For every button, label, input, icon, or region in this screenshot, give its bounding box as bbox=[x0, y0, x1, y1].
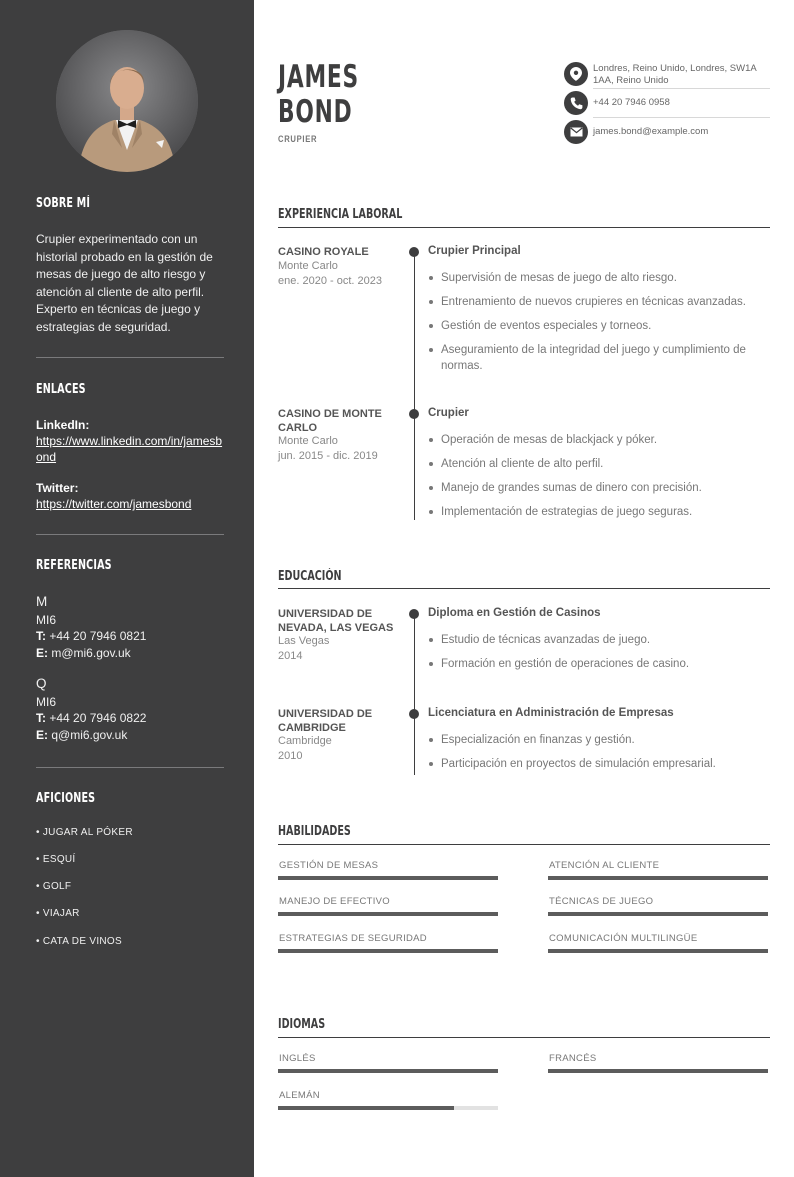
timeline-dot bbox=[409, 409, 419, 419]
skill-item bbox=[548, 896, 768, 916]
skill-bar bbox=[278, 912, 498, 916]
education-heading: EDUCACIÓN bbox=[278, 569, 342, 584]
timeline-line bbox=[414, 252, 415, 520]
reference-org: MI6 bbox=[36, 694, 57, 709]
divider bbox=[36, 534, 224, 535]
list-item: Estudio de técnicas avanzadas de juego. bbox=[428, 632, 764, 648]
link-linkedin bbox=[36, 417, 224, 465]
hobby-item: • JUGAR AL PÓKER bbox=[36, 827, 133, 838]
skill-item bbox=[278, 896, 498, 916]
study-list bbox=[428, 732, 764, 780]
list-item: Operación de mesas de blackjack y póker. bbox=[428, 432, 764, 448]
language-bar bbox=[548, 1069, 768, 1073]
duties-list bbox=[428, 270, 764, 382]
skill-label: TÉCNICAS DE JUEGO bbox=[549, 896, 654, 907]
skill-bar bbox=[548, 912, 768, 916]
employer-meta bbox=[278, 434, 398, 464]
list-item: Entrenamiento de nuevos crupieres en técnicas avanzadas. bbox=[428, 294, 764, 310]
link-label: LinkedIn: bbox=[36, 418, 90, 432]
address-text: Londres, Reino Unido, Londres, SW1A 1AA, Reino Unido bbox=[593, 63, 757, 86]
timeline-dot bbox=[409, 247, 419, 257]
employment-dates: jun. 2015 - dic. 2019 bbox=[278, 450, 378, 462]
skill-level bbox=[278, 949, 498, 953]
employment-dates: ene. 2020 - oct. 2023 bbox=[278, 275, 382, 287]
hobby-item: • VIAJAR bbox=[36, 908, 80, 919]
skill-label: COMUNICACIÓN MULTILINGÜE bbox=[549, 933, 698, 944]
language-bar bbox=[278, 1069, 498, 1073]
hobby-item: • CATA DE VINOS bbox=[36, 936, 122, 947]
list-item: Formación en gestión de operaciones de casino. bbox=[428, 656, 764, 672]
reference-item bbox=[36, 676, 224, 743]
references-heading: REFERENCIAS bbox=[36, 558, 112, 573]
divider bbox=[36, 767, 224, 768]
skill-item bbox=[278, 933, 498, 953]
language-label: ALEMÁN bbox=[279, 1090, 320, 1101]
school-location: Cambridge bbox=[278, 735, 332, 747]
study-list bbox=[428, 632, 764, 680]
hobby-item: • ESQUÍ bbox=[36, 854, 76, 865]
skills-heading: HABILIDADES bbox=[278, 824, 351, 839]
phone-icon bbox=[564, 91, 588, 115]
job-title: CRUPIER bbox=[278, 134, 318, 144]
skill-level bbox=[548, 876, 768, 880]
reference-email: E: q@mi6.gov.uk bbox=[36, 727, 128, 742]
list-item: Supervisión de mesas de juego de alto riesgo. bbox=[428, 270, 764, 286]
employer-name: CASINO DE MONTE CARLO bbox=[278, 408, 382, 434]
skill-level bbox=[278, 912, 498, 916]
employer-location: Monte Carlo bbox=[278, 435, 338, 447]
last-name: BOND bbox=[278, 94, 353, 130]
reference-org: MI6 bbox=[36, 612, 57, 627]
reference-email: E: m@mi6.gov.uk bbox=[36, 645, 131, 660]
language-level bbox=[548, 1069, 768, 1073]
reference-phone: T: +44 20 7946 0822 bbox=[36, 711, 147, 725]
experience-heading: EXPERIENCIA LABORAL bbox=[278, 207, 403, 222]
full-name bbox=[278, 60, 359, 130]
languages-heading: IDIOMAS bbox=[278, 1017, 326, 1032]
about-text: Crupier experimentado con un historial probado en la gestión de mesas de juego de alto riesgo y atención al cliente de alto perfil. Experto en técnicas de juego y estrategias de seguridad. bbox=[36, 232, 213, 334]
skill-bar bbox=[278, 949, 498, 953]
contact-email bbox=[564, 120, 770, 146]
position-title: Crupier Principal bbox=[428, 245, 521, 257]
twitter-link[interactable]: https://twitter.com/jamesbond bbox=[36, 497, 192, 511]
language-item bbox=[548, 1053, 768, 1073]
linkedin-link[interactable]: https://www.linkedin.com/in/jamesbond bbox=[36, 434, 223, 464]
school-meta bbox=[278, 634, 398, 664]
skill-item bbox=[278, 860, 498, 880]
skill-level bbox=[278, 876, 498, 880]
degree-title: Licenciatura en Administración de Empresas bbox=[428, 707, 674, 719]
list-item: Gestión de eventos especiales y torneos. bbox=[428, 318, 764, 334]
reference-phone: T: +44 20 7946 0821 bbox=[36, 629, 147, 643]
language-label: FRANCÉS bbox=[549, 1053, 597, 1064]
reference-item bbox=[36, 594, 224, 661]
skill-bar bbox=[548, 876, 768, 880]
reference-name: Q bbox=[36, 676, 47, 691]
study-dates: 2010 bbox=[278, 750, 303, 762]
skill-item bbox=[548, 860, 768, 880]
divider bbox=[593, 88, 770, 89]
skill-label: GESTIÓN DE MESAS bbox=[279, 860, 379, 871]
email-text[interactable]: james.bond@example.com bbox=[593, 126, 709, 137]
school-meta bbox=[278, 734, 398, 764]
language-level bbox=[278, 1069, 498, 1073]
divider bbox=[36, 357, 224, 358]
language-item bbox=[278, 1090, 498, 1110]
employer-meta bbox=[278, 259, 398, 289]
timeline-dot bbox=[409, 609, 419, 619]
list-item: Especialización en finanzas y gestión. bbox=[428, 732, 764, 748]
links-heading: ENLACES bbox=[36, 382, 86, 397]
location-pin-icon bbox=[564, 62, 588, 86]
divider bbox=[278, 227, 770, 228]
skill-label: ATENCIÓN AL CLIENTE bbox=[549, 860, 660, 871]
skill-level bbox=[548, 949, 768, 953]
school-name: UNIVERSIDAD DE CAMBRIDGE bbox=[278, 708, 373, 734]
degree-title: Diploma en Gestión de Casinos bbox=[428, 607, 601, 619]
employer-location: Monte Carlo bbox=[278, 260, 338, 272]
employer-name: CASINO ROYALE bbox=[278, 246, 369, 258]
contact-phone bbox=[564, 91, 770, 117]
timeline-line bbox=[414, 614, 415, 775]
skill-label: MANEJO DE EFECTIVO bbox=[279, 896, 390, 907]
divider bbox=[278, 588, 770, 589]
skill-level bbox=[548, 912, 768, 916]
list-item: Aseguramiento de la integridad del juego y cumplimiento de normas. bbox=[428, 342, 764, 374]
list-item: Implementación de estrategias de juego seguras. bbox=[428, 504, 764, 520]
reference-name: M bbox=[36, 594, 48, 609]
divider bbox=[278, 1037, 770, 1038]
hobby-item: • GOLF bbox=[36, 881, 72, 892]
skill-bar bbox=[278, 876, 498, 880]
language-label: INGLÉS bbox=[279, 1053, 316, 1064]
study-dates: 2014 bbox=[278, 650, 303, 662]
skill-bar bbox=[548, 949, 768, 953]
hobbies-heading: AFICIONES bbox=[36, 791, 96, 806]
timeline-dot bbox=[409, 709, 419, 719]
avatar bbox=[56, 30, 198, 172]
skill-item bbox=[548, 933, 768, 953]
school-location: Las Vegas bbox=[278, 635, 330, 647]
list-item: Manejo de grandes sumas de dinero con precisión. bbox=[428, 480, 764, 496]
skill-label: ESTRATEGIAS DE SEGURIDAD bbox=[279, 933, 427, 944]
school-name: UNIVERSIDAD DE NEVADA, LAS VEGAS bbox=[278, 608, 394, 634]
language-item bbox=[278, 1053, 498, 1073]
list-item: Participación en proyectos de simulación empresarial. bbox=[428, 756, 764, 772]
position-title: Crupier bbox=[428, 407, 469, 419]
sidebar bbox=[0, 0, 254, 1177]
phone-text: +44 20 7946 0958 bbox=[593, 97, 670, 108]
link-twitter bbox=[36, 480, 224, 512]
link-label: Twitter: bbox=[36, 481, 79, 495]
language-bar bbox=[278, 1106, 498, 1110]
first-name: JAMES bbox=[278, 59, 360, 95]
list-item: Atención al cliente de alto perfil. bbox=[428, 456, 764, 472]
divider bbox=[278, 844, 770, 845]
divider bbox=[593, 117, 770, 118]
duties-list bbox=[428, 432, 764, 528]
language-level bbox=[278, 1106, 454, 1110]
contact-address bbox=[564, 62, 770, 90]
about-heading: SOBRE MÍ bbox=[36, 196, 91, 211]
email-icon bbox=[564, 120, 588, 144]
